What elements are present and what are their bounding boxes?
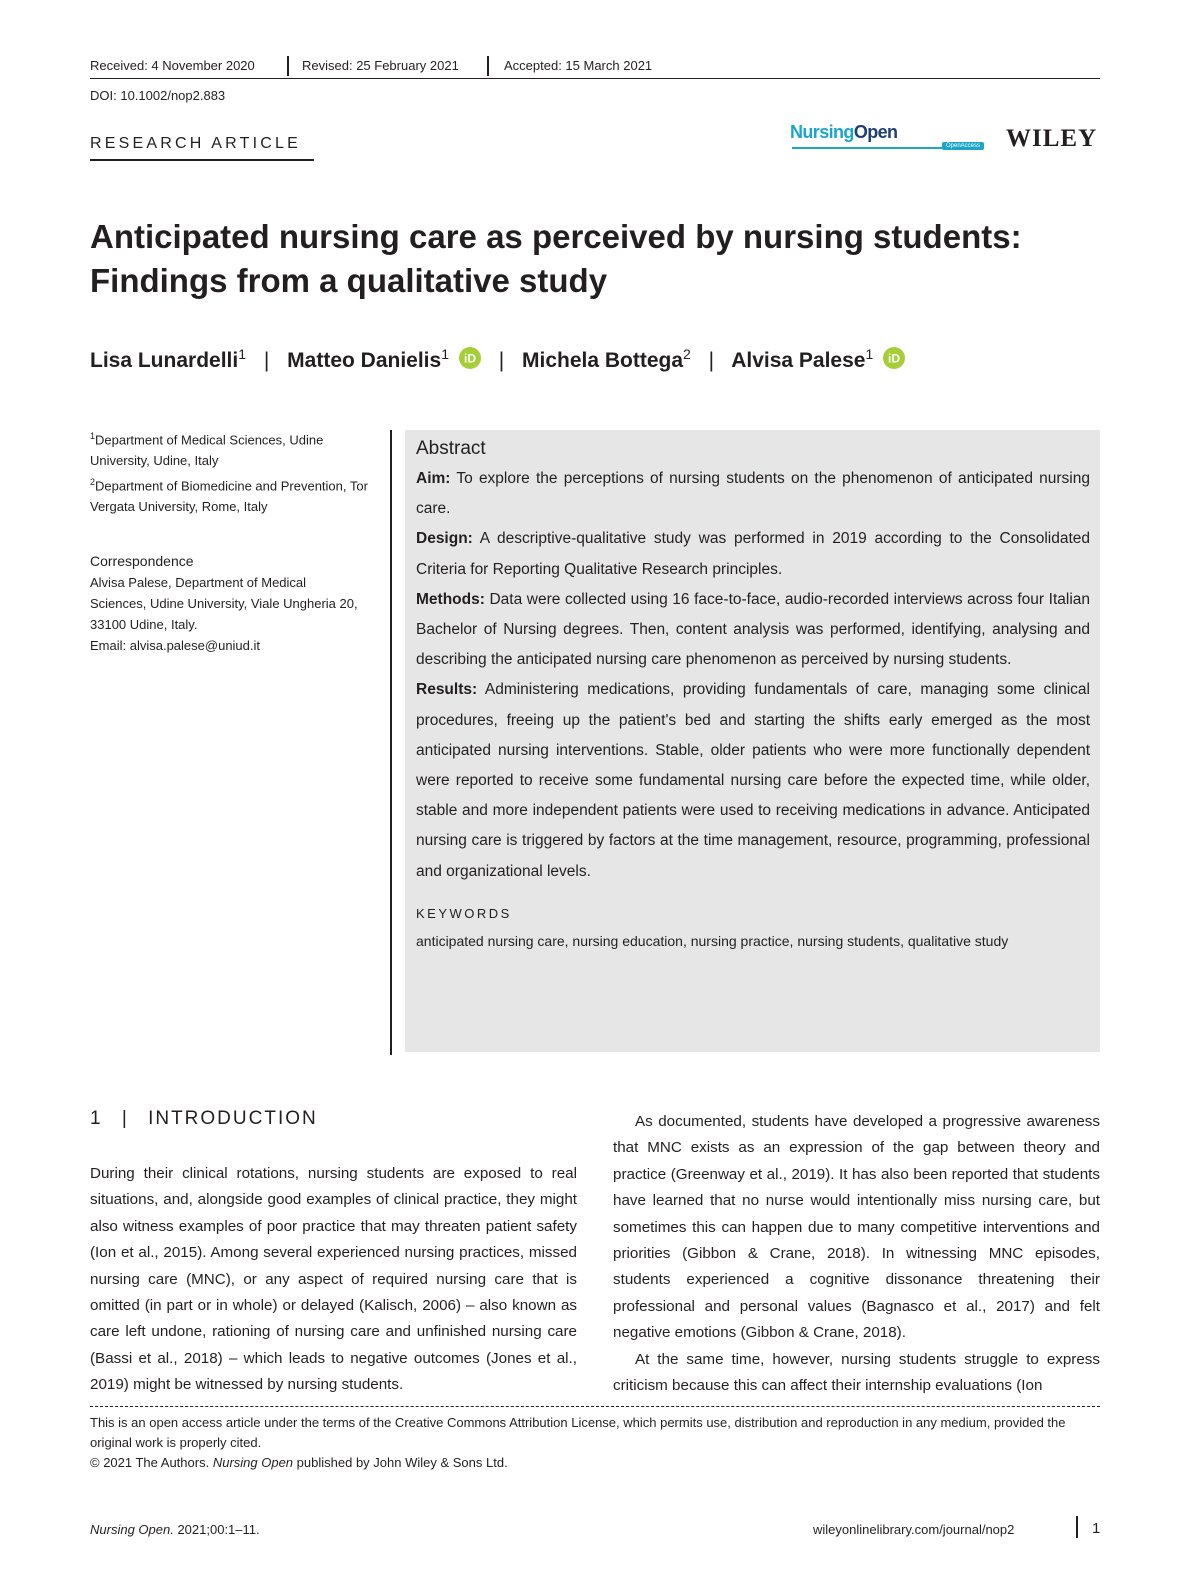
aim-label: Aim:	[416, 470, 451, 487]
abstract-results	[416, 675, 1090, 886]
abstract-heading: Abstract	[416, 438, 486, 459]
license-note	[90, 1413, 1100, 1473]
intro-left-column	[90, 1161, 577, 1399]
received-date: Received: 4 November 2020	[90, 58, 255, 73]
revised-date: Revised: 25 February 2021	[302, 58, 459, 73]
methods-text: Data were collected using 16 face-to-face, audio-recorded interviews across four Italian Bachelor of Nursing degrees. Then, content analysis was performed, identifying, analysing and describing the anticipated nursing care phenomenon as perceived by nursing students.	[416, 590, 1090, 669]
correspondence-heading: Correspondence	[90, 553, 194, 569]
paragraph: As documented, students have developed a progressive awareness that MNC exists as an expression of the gap between theory and practice (Greenway et al., 2019). It has also been reported that students have learned that no nurse would intentionally miss nursing care, but sometimes this can happen due to many competitive interventions and priorities (Gibbon & Crane, 2018). In witnessing MNC episodes, students experienced a cognitive dissonance threatening their professional and personal values (Bagnasco et al., 2017) and felt negative emotions (Gibbon & Crane, 2018).	[613, 1113, 1100, 1342]
abstract-methods	[416, 585, 1090, 676]
wiley-logo: WILEY	[1006, 125, 1098, 152]
divider	[487, 56, 489, 76]
paragraph: At the same time, however, nursing students struggle to express criticism because this can affect their internship evaluations (Ion	[613, 1350, 1100, 1395]
keywords-heading: KEYWORDS	[416, 905, 512, 921]
methods-label: Methods:	[416, 590, 485, 608]
intro-right-column	[613, 1109, 1100, 1399]
orcid-icon[interactable]	[883, 347, 905, 369]
open-access-badge: OpenAccess	[942, 142, 984, 150]
affiliation-sup: 1	[238, 346, 246, 362]
footer-url[interactable]: wileyonlinelibrary.com/journal/nop2	[813, 1522, 1015, 1537]
affiliation-sup: 1	[865, 346, 874, 362]
aim-text: To explore the perceptions of nursing students on the phenomenon of anticipated nursing care.	[416, 470, 1090, 518]
divider	[287, 56, 289, 76]
affiliation-sup: 2	[90, 477, 96, 487]
author-name[interactable]: Alvisa Palese	[731, 349, 866, 372]
svg-text:iD: iD	[463, 351, 476, 366]
publication-dates	[90, 56, 1100, 79]
footer-citation	[90, 1522, 260, 1537]
affiliation-text: Department of Medical Sciences, Udine University, Udine, Italy	[90, 432, 324, 469]
author-name[interactable]: Lisa Lunardelli	[90, 349, 239, 372]
orcid-icon[interactable]	[459, 347, 481, 369]
article-type: RESEARCH ARTICLE	[90, 135, 314, 161]
affiliation-text: Department of Biomedicine and Prevention, Tor Vergata University, Rome, Italy	[90, 478, 368, 515]
affiliation-2	[90, 472, 375, 517]
logo-text-2: Open	[853, 122, 898, 142]
copyright-line	[90, 1453, 1100, 1473]
author-separator: |	[263, 349, 270, 372]
doi[interactable]: DOI: 10.1002/nop2.883	[90, 88, 226, 103]
footer-divider	[1076, 1516, 1078, 1538]
section-heading	[90, 1108, 318, 1130]
correspondence-text: Alvisa Palese, Department of Medical Sciences, Udine University, Viale Ungheria 20, 33100 Udine, Italy.	[90, 575, 358, 632]
author-list	[90, 346, 905, 373]
design-label: Design:	[416, 530, 473, 548]
copyright-prefix: © 2021 The Authors.	[90, 1455, 210, 1470]
license-text: This is an open access article under the terms of the Creative Commons Attribution License, which permits use, distribution and reproduction in any medium, provided the original work is properly cited.	[90, 1415, 1066, 1450]
nursing-open-logo	[790, 122, 990, 154]
svg-text:iD: iD	[888, 351, 901, 366]
affiliation-sup: 1	[90, 431, 96, 441]
results-label: Results:	[416, 681, 478, 699]
affiliation-sup: 2	[683, 346, 691, 362]
author-name[interactable]: Michela Bottega	[522, 349, 684, 372]
journal-name: Nursing Open	[212, 1455, 294, 1470]
section-separator: |	[121, 1108, 129, 1129]
affiliation-1	[90, 426, 375, 471]
paragraph: During their clinical rotations, nursing students are exposed to real situations, and, alongside good examples of clinical practice, they might also witness examples of poor practice that may threaten patient safety (Ion et al., 2015). Among several experienced nursing practices, missed nursing care (MNC), or any aspect of required nursing care that is omitted (in part or in whole) or delayed (Kalisch, 2006) – also known as care left undone, rationing of nursing care and unfinished nursing care (Bassi et al., 2018) – which leads to negative outcomes (Jones et al., 2019) might be witnessed by nursing students.	[90, 1165, 577, 1394]
logo-bar	[792, 147, 942, 149]
article-title: Anticipated nursing care as perceived by nursing students: Findings from a qualitative study	[90, 218, 1022, 299]
author-separator: |	[498, 349, 505, 372]
abstract-design	[416, 524, 1090, 584]
design-text: A descriptive-qualitative study was performed in 2019 according to the Consolidated Criteria for Reporting Qualitative Research principles.	[416, 530, 1090, 578]
logo-text-1: Nursing	[790, 122, 854, 142]
abstract-box	[405, 430, 1100, 1052]
column-rule	[390, 430, 392, 1055]
footer-journal: Nursing Open.	[90, 1522, 174, 1537]
section-title: INTRODUCTION	[148, 1108, 318, 1129]
results-text: Administering medications, providing fundamentals of care, managing some clinical procedures, freeing up the patient's bed and starting the shifts early emerged as the most anticipated nursing interventions. Stable, older patients who were more functionally dependent were reported to receive some fundamental nursing care before the expected time, while older, stable and more independent patients were used to receiving medications in advance. Anticipated nursing care is triggered by factors at the time management, resource, programming, professional and organizational levels.	[416, 681, 1090, 880]
section-number: 1	[90, 1108, 103, 1129]
footer-volume: 2021;00:1–11.	[177, 1522, 260, 1537]
page-number: 1	[1092, 1520, 1101, 1537]
author-separator: |	[708, 349, 715, 372]
copyright-suffix: published by John Wiley & Sons Ltd.	[296, 1455, 508, 1470]
accepted-date: Accepted: 15 March 2021	[504, 58, 653, 73]
affiliation-sup: 1	[441, 346, 449, 362]
footnote-divider	[90, 1406, 1100, 1407]
correspondence	[90, 551, 362, 656]
correspondence-email[interactable]: Email: alvisa.palese@uniud.it	[90, 638, 261, 653]
abstract-aim	[416, 464, 1090, 524]
keywords: anticipated nursing care, nursing education, nursing practice, nursing students, qualitative study	[416, 932, 1009, 949]
author-name[interactable]: Matteo Danielis	[287, 349, 442, 372]
